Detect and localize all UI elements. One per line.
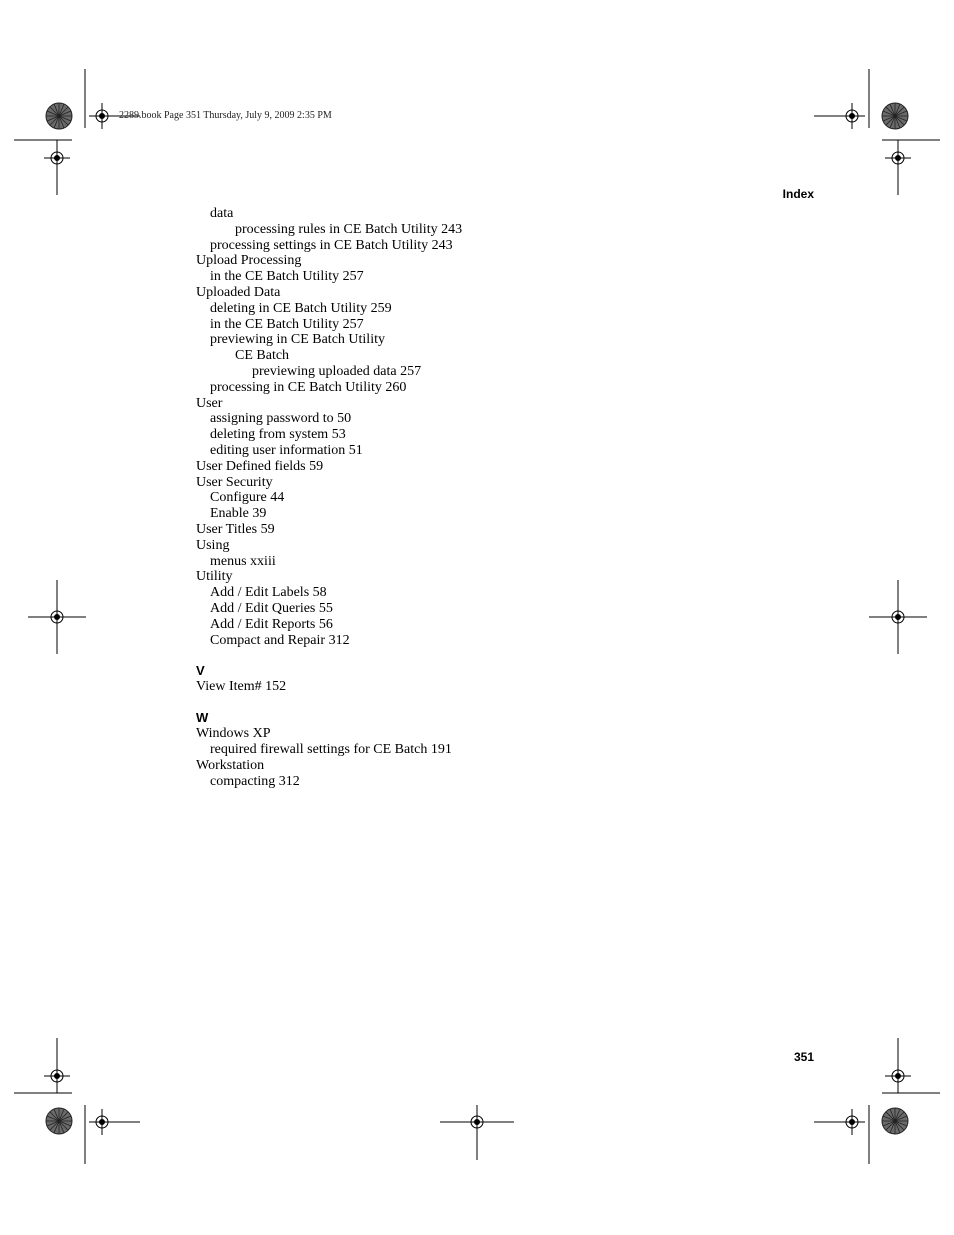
running-header: Index bbox=[782, 187, 814, 201]
index-entry: Windows XP bbox=[196, 726, 271, 742]
index-entry: processing in CE Batch Utility 260 bbox=[210, 379, 407, 395]
index-entry: View Item# 152 bbox=[196, 679, 287, 695]
index-entry: Workstation bbox=[196, 757, 265, 773]
index-entry: assigning password to 50 bbox=[210, 411, 352, 427]
index-entry: required firewall settings for CE Batch 191 bbox=[210, 741, 452, 757]
index-entry: Add / Edit Queries 55 bbox=[210, 600, 333, 616]
index-letter-heading: V bbox=[196, 663, 205, 679]
index-letter-heading: W bbox=[196, 710, 209, 726]
star-target-bottom-right bbox=[882, 1108, 908, 1134]
index-entry: Utility bbox=[196, 569, 233, 585]
index-entry: CE Batch bbox=[235, 348, 290, 364]
index-entry: menus xxiii bbox=[210, 553, 276, 569]
index-entry: User Security bbox=[196, 474, 273, 490]
index-entry: compacting 312 bbox=[210, 773, 300, 789]
index-entry: Enable 39 bbox=[210, 506, 267, 522]
star-target-top-left bbox=[46, 103, 72, 129]
index-entry: Using bbox=[196, 537, 230, 553]
index-entry: Uploaded Data bbox=[196, 284, 281, 300]
index-entry: Configure 44 bbox=[210, 490, 285, 506]
index-entry: User Defined fields 59 bbox=[196, 458, 324, 474]
star-target-top-right bbox=[882, 103, 908, 129]
index-entry: User bbox=[196, 395, 223, 411]
index-entry: deleting from system 53 bbox=[210, 427, 346, 443]
index-entry: User Titles 59 bbox=[196, 521, 275, 537]
index-entry: in the CE Batch Utility 257 bbox=[210, 269, 364, 285]
index-entry: Add / Edit Reports 56 bbox=[210, 616, 333, 632]
index-entry: data bbox=[210, 206, 234, 221]
index-entry: Upload Processing bbox=[196, 253, 302, 269]
index-entry: in the CE Batch Utility 257 bbox=[210, 316, 364, 332]
index-entry: previewing uploaded data 257 bbox=[252, 363, 422, 379]
index-entry: Compact and Repair 312 bbox=[210, 632, 350, 648]
index-entry: Add / Edit Labels 58 bbox=[210, 585, 327, 601]
index-entry: previewing in CE Batch Utility bbox=[210, 332, 385, 348]
index-entry: processing settings in CE Batch Utility 243 bbox=[210, 237, 453, 253]
print-slug: 2289.book Page 351 Thursday, July 9, 2009 2:35 PM bbox=[119, 110, 332, 121]
index-entry: editing user information 51 bbox=[210, 442, 363, 458]
index-entry: deleting in CE Batch Utility 259 bbox=[210, 300, 392, 316]
index-list bbox=[196, 206, 816, 789]
star-target-bottom-left bbox=[46, 1108, 72, 1134]
index-entry: processing rules in CE Batch Utility 243 bbox=[235, 221, 463, 237]
page-number: 351 bbox=[793, 1050, 814, 1064]
